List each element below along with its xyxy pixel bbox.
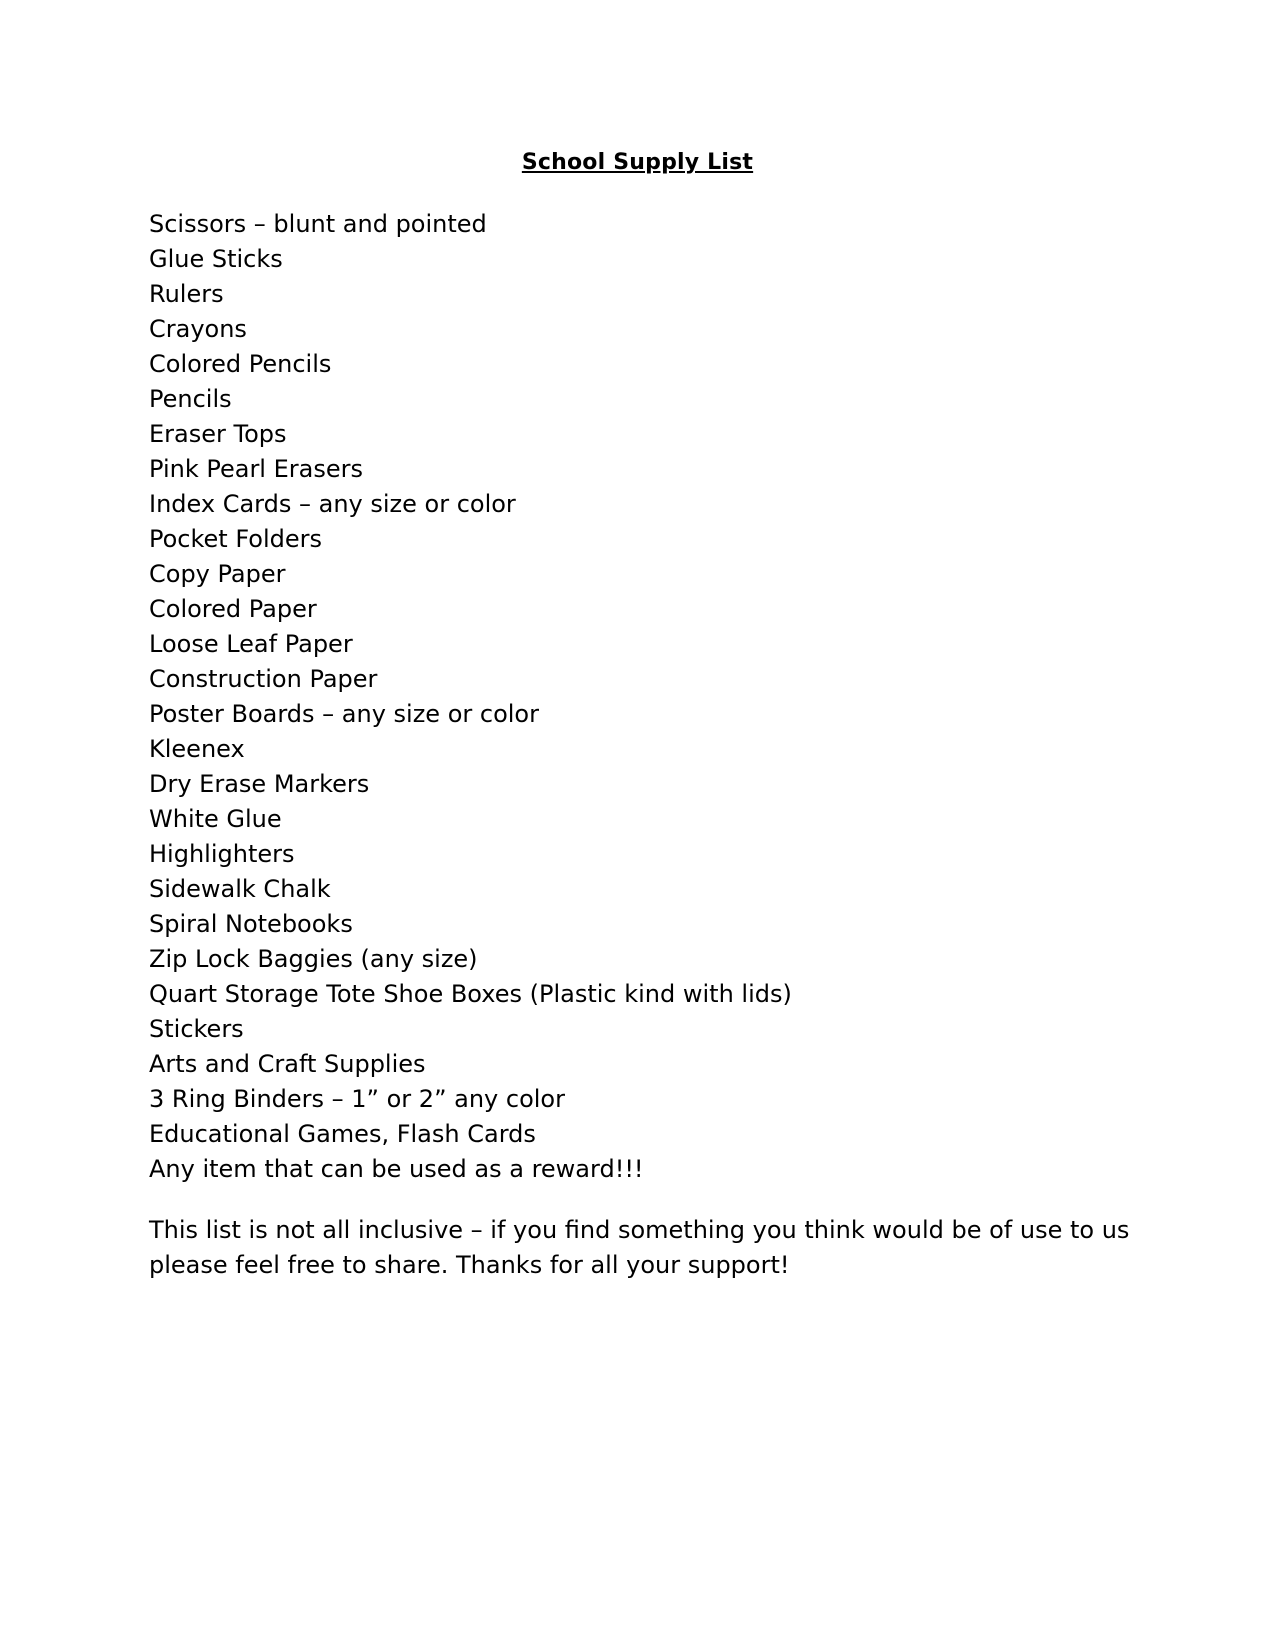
list-item: Stickers [149, 1015, 244, 1043]
closing-note [149, 1213, 1149, 1283]
list-item: 3 Ring Binders – 1” or 2” any color [149, 1085, 565, 1113]
list-item: Dry Erase Markers [149, 770, 370, 798]
list-item: Colored Pencils [149, 350, 332, 378]
list-item: Pencils [149, 385, 232, 413]
closing-line: please feel free to share. Thanks for all your support! [149, 1251, 790, 1279]
closing-line: This list is not all inclusive – if you find something you think would be of use to us [149, 1216, 1130, 1244]
list-item: Poster Boards – any size or color [149, 700, 539, 728]
list-item: White Glue [149, 805, 282, 833]
document-title: School Supply List [521, 150, 754, 175]
list-item: Copy Paper [149, 560, 286, 588]
list-item: Zip Lock Baggies (any size) [149, 945, 478, 973]
list-item: Loose Leaf Paper [149, 630, 353, 658]
list-item: Sidewalk Chalk [149, 875, 331, 903]
list-item: Rulers [149, 280, 224, 308]
list-item: Index Cards – any size or color [149, 490, 516, 518]
list-item: Arts and Craft Supplies [149, 1050, 426, 1078]
list-item: Eraser Tops [149, 420, 287, 448]
list-item: Glue Sticks [149, 245, 283, 273]
list-item: Construction Paper [149, 665, 378, 693]
list-item: Quart Storage Tote Shoe Boxes (Plastic kind with lids) [149, 980, 792, 1008]
list-item: Scissors – blunt and pointed [149, 210, 487, 238]
list-item: Spiral Notebooks [149, 910, 353, 938]
list-item: Pocket Folders [149, 525, 323, 553]
supply-list [149, 207, 792, 1187]
list-item: Crayons [149, 315, 247, 343]
list-item: Kleenex [149, 735, 245, 763]
list-item: Colored Paper [149, 595, 317, 623]
list-item: Pink Pearl Erasers [149, 455, 363, 483]
list-item: Any item that can be used as a reward!!! [149, 1155, 644, 1183]
list-item: Educational Games, Flash Cards [149, 1120, 536, 1148]
list-item: Highlighters [149, 840, 295, 868]
